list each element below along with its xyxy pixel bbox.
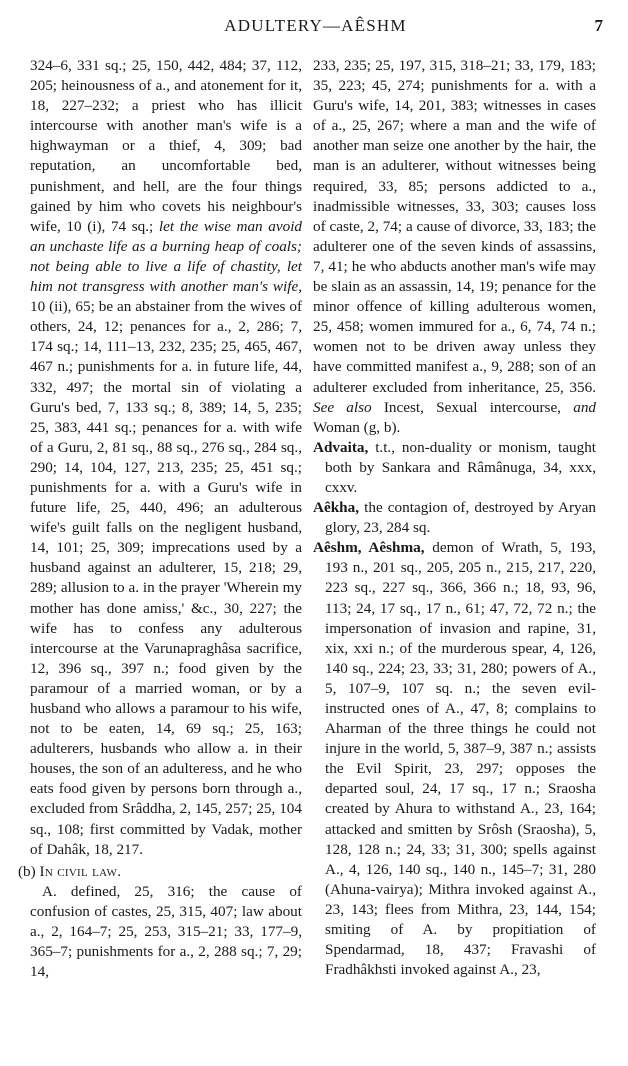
subsection-heading bbox=[18, 862, 302, 882]
index-entry-advaita bbox=[313, 438, 596, 498]
index-entry-aekha bbox=[313, 498, 596, 538]
entry-text: 233, 235; 25, 197, 315, 318–21; 33, 179, 183; 35, 223; 45, 274; punishments for a. with a Guru's wife, 14, 201, 383; witnesses in cases of a., 25, 267; where a man and the wife of another man seize one another by the hair, the man is an adulterer, without witnesses being required, 33, 85; persons addicted to a., inadmissible witnesses, 33, 303; causes loss of caste, 2, 74; a cause of divorce, 33, 183; the adulterer one of the seven kinds of assassins, 7, 41; he who abducts another man's wife may be slain as an assassin, 14, 19; penance for the minor offence of killing adulterous women, 25, 458; women immured for a., 6, 74, 74 n.; women not to be driven away unless they have committed manifest a., 9, 288; son of an adulterer excluded from inheritance, 25, 356. bbox=[313, 57, 596, 396]
index-entry-continuation bbox=[30, 56, 302, 860]
entry-text: demon of Wrath, 5, 193, 193 n., 201 sq., 205, 205 n., 215, 217, 220, 223 sq., 227 sq., 366, 366 n.; 18, 93, 96, 113; 24, 17 sq., 17 n., 61; 47, 72, 72 n.; the impersonation of invasion and rapine, 31, xix, xxi n.; of the murderous spear, 4, 126, 140 sq., 224; 23, 33; 31, 280; powers of A., 5, 107–9, 107 sq. n.; the seven evil-instructed ones of A., 47, 8; complains to Aharman of the three things he could not injure in the world, 5, 387–9, 387 n.; assists the Evil Spirit, 23, 297; opposes the departed soul, 24, 17 sq., 17 n.; Sraosha created by Ahura to withstand A., 23, 164; attacked and smitten by Srôsh (Sraosha), 5, 128, 128 n.; 24, 33; 31, 300; spells against A., 4, 126, 140 sq., 140 n., 145–7; 31, 280 (Ahuna-vairya); Mithra invoked against A., 23, 143; flees from Mithra, 23, 144, 154; smiting of A. by propitiation of Spendarmad, 18, 437; Fravashi of Fradhâkhsti invoked against A., 23, bbox=[325, 539, 596, 979]
headword: Aêkha, bbox=[313, 499, 359, 517]
page-number: 7 bbox=[594, 16, 603, 35]
see-also-label: See also bbox=[313, 398, 372, 416]
entry-text: the contagion of, destroyed by Aryan glory, 23, 284 sq. bbox=[325, 499, 596, 537]
subsection-label: (b) bbox=[18, 862, 36, 880]
running-title: ADULTERY—AÊSHM bbox=[224, 16, 407, 35]
subsection-title: In civil law. bbox=[39, 862, 122, 880]
and-label: and bbox=[573, 398, 596, 416]
left-column bbox=[18, 56, 303, 982]
entry-quotation: let the wise man avoid an unchaste life as a burning heap of coals; not being able to live a life of chastity, let him not transgress with another man's wife, bbox=[30, 217, 303, 296]
page-header bbox=[28, 16, 603, 40]
entry-text: t.t., non-duality or monism, taught both by Sankara and Râmânuga, 34, xxx, cxxv. bbox=[325, 438, 597, 496]
see-also-text: Incest, Sexual intercourse, bbox=[383, 398, 561, 416]
see-also-tail: Woman (g, b). bbox=[313, 418, 401, 436]
index-entry-aeshm bbox=[313, 538, 596, 980]
headword: Aêshm, Aêshma, bbox=[313, 539, 425, 557]
index-entry-continuation bbox=[313, 56, 596, 438]
entry-text-tail: 10 (ii), 65; be an abstainer from the wives of others, 24, 12; penances for a., 2, 286; 7, 174 sq.; 14, 111–13, 232, 235; 25, 465, 467, 467 n.; punishments for a. in future life, 44, 332, 497; the mortal sin of violating a Guru's bed, 7, 133 sq.; 8, 389; 14, 5, 235; 25, 383, 441 sq.; penances for a. with wife of a Guru, 2, 81 sq., 88 sq., 276 sq., 284 sq., 290; 14, 104, 127, 213, 235; 25, 451 sq.; punishments for a. with a Guru's wife in future life, 25, 440, 496; an adulterous wife's guilt falls on the negligent husband, 14, 101; 25, 309; imprecations used by a husband against an adulterer, 15, 218; 29, 289; allusion to a. in the prayer 'Wherein my mother has done amiss,' &c., 30, 227; the wife has to confess any adulterous intercourse at the Varunapraghâsa sacrifice, 12, 396 sq., 397 n.; food given by the paramour of a married woman, or by a husband who allows a paramour to his wife, not to be eaten, 14, 69 sq.; 25, 163; adulterers, husbands who allow a. in their houses, the son of an adulteress, and he who eats food given by persons born through a., excluded from Srâddha, 2, 145, 257; 25, 104 sq., 108; first committed by Vadak, mother of Dahâk, 18, 217. bbox=[30, 298, 302, 858]
subsection-text: A. defined, 25, 316; the cause of confusion of castes, 25, 315, 407; law about a., 2, 164–7; 25, 253, 315–21; 33, 177–9, 365–7; punishments for a., 2, 288 sq.; 7, 29; 14, bbox=[30, 882, 302, 981]
entry-text: 324–6, 331 sq.; 25, 150, 442, 484; 37, 112, 205; heinousness of a., and atonement for it, 18, 227–232; a priest who has illicit intercourse with another man's wife is a highwayman or a thief, 4, 309; bad reputation, an uncomfortable bed, punishment, and hell, are the four things gained by him who covets his neighbour's wife, 10 (i), 74 sq.; bbox=[30, 57, 302, 235]
right-column bbox=[313, 56, 596, 980]
headword: Advaita, bbox=[313, 438, 369, 456]
